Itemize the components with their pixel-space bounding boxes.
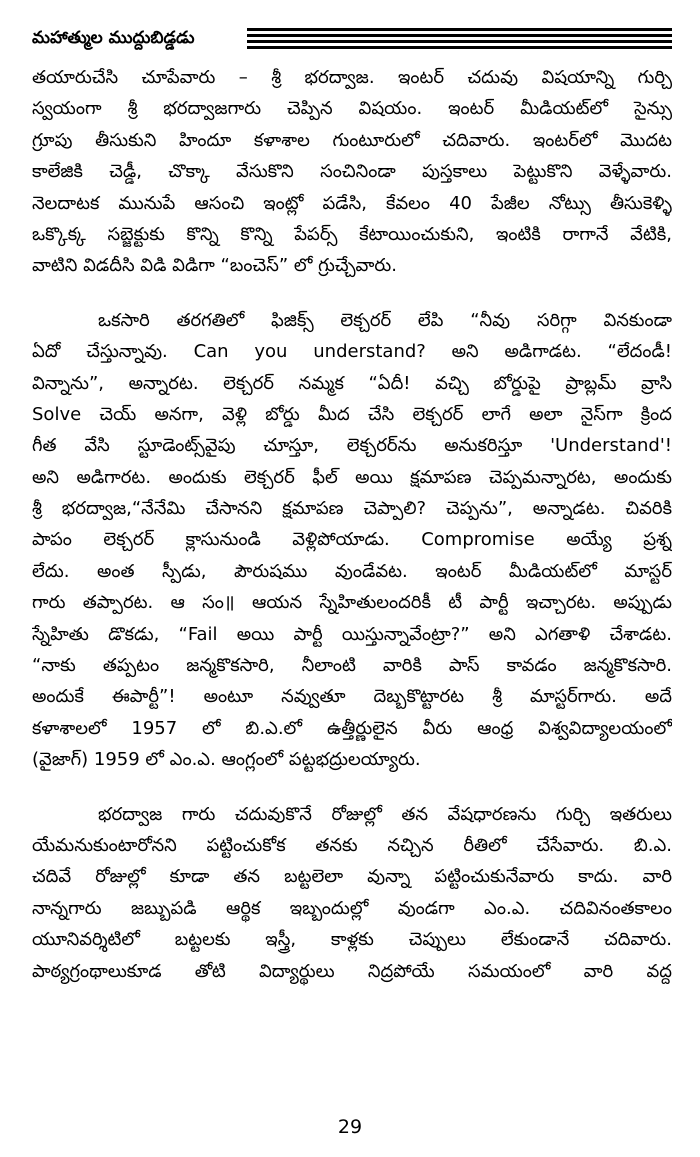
text-line: లేదు. అంత స్పీడు, పౌరుషము వుండేవట. ఇంటర్ మీడియట్‌లో మాస్టర్: [32, 560, 672, 582]
text-line: కళాశాలలో 1957 లో బి.ఎ.లో ఉత్తీర్ణులైన వీరు ఆంధ్ర విశ్వవిద్యాలయంలో: [32, 717, 672, 739]
text-line: ఏదో చేస్తున్నావు. Can you understand? అని అడిగాడట. “లేదండీ!: [32, 341, 672, 363]
paragraph-2: [32, 305, 672, 776]
text-line: స్వయంగా శ్రీ భరద్వాజగారు చెప్పిన విషయం. ఇంటర్ మీడియట్‌లో సైన్సు: [32, 98, 672, 120]
text-line: ఒకసారి తరగతిలో ఫిజిక్స్ లెక్చరర్ లేపి “నీవు సరిగ్గా వినకుండా: [98, 309, 672, 331]
text-line: వాటిని విడదీసి విడి విడిగా “బంచెస్” లో గ్రుచ్చేవారు.: [32, 255, 397, 277]
header-rule: [247, 40, 672, 43]
text-line: పాపం లెక్చరర్ క్లాసునుండి వెళ్లిపోయాడు. Compromise అయ్యే ప్రశ్న: [32, 529, 672, 551]
body-text: [32, 62, 672, 987]
header-rule: [247, 28, 672, 31]
header-rules: [247, 28, 672, 52]
text-line: పాఠ్యగ్రంథాలుకూడ తోటి విద్యార్థులు నిద్రపోయే సమయంలో వారి వద్ద: [32, 960, 672, 982]
text-line: అందుకే ఈపార్టీ”! అంటూ నవ్వుతూ దెబ్బకొట్టారట శ్రీ మాస్టర్‌గారు. అదే: [32, 686, 672, 708]
text-line: భరద్వాజ గారు చదువుకొనే రోజుల్లో తన వేషధారణను గుర్చి ఇతరులు: [98, 803, 672, 825]
text-line: చదివే రోజుల్లో కూడా తన బట్టలెలా వున్నా పట్టించుకునేవారు కాదు. వారి: [32, 866, 672, 888]
text-line: Solve చెయ్ అనగా, వెళ్లి బోర్డు మీద చేసి లెక్చరర్ లాగే అలా నైస్‌గా క్రింద: [32, 403, 672, 425]
header-rule: [247, 46, 672, 49]
text-line: శ్రీ భరద్వాజ,“నేనేమి చేసానని క్షమాపణ చెప్పాలి? చెప్పను”, అన్నాడట. చివరికి: [32, 498, 672, 520]
text-line: గ్రూపు తీసుకుని హిందూ కళాశాల గుంటూరులో చదివారు. ఇంటర్‌లో మొదట: [32, 129, 672, 151]
text-line: గారు తప్పారట. ఆ సం॥ ఆయన స్నేహితులందరికీ టీ పార్టీ ఇచ్చారట. అప్పుడు: [32, 592, 672, 614]
text-line: యూనివర్శిటిలో బట్టలకు ఇస్త్రీ, కాళ్లకు చెప్పులు లేకుండానే చదివారు.: [32, 929, 672, 951]
text-line: విన్నాను”, అన్నారట. లెక్చరర్ నమ్మక “ఏదీ! వచ్చి బోర్డుపై ప్రాబ్లమ్ వ్రాసి: [32, 372, 672, 394]
text-line: “నాకు తప్పటం జన్మకొకసారి, నీలాంటి వారికి పాస్ కావడం జన్మకొకసారి.: [32, 655, 672, 677]
text-line: గీత వేసి స్టూడెంట్స్‌వైపు చూస్తూ, లెక్చరర్‌ను అనుకరిస్తూ 'Understand'!: [32, 435, 672, 457]
text-line: నాన్నగారు జబ్బుపడి ఆర్థిక ఇబ్బందుల్లో వుండగా ఎం.ఎ. చదివినంతకాలం: [32, 897, 672, 919]
text-line: స్నేహితు డొకడు, “Fail అయి పార్టీ యిస్తున్నావేంట్రా?” అని ఎగతాళి చేశాడట.: [32, 623, 672, 645]
text-line: అని అడిగారట. అందుకు లెక్చరర్ ఫీల్ అయి క్షమాపణ చెప్పమన్నారట, అందుకు: [32, 466, 672, 488]
paragraph-1: [32, 62, 672, 282]
running-header: [32, 26, 672, 60]
paragraph-3: [32, 799, 672, 987]
text-line: (వైజాగ్) 1959 లో ఎం.ఎ. ఆంగ్లంలో పట్టభద్రులయ్యారు.: [32, 749, 421, 771]
text-line: తయారుచేసి చూపేవారు – శ్రీ భరద్వాజ. ఇంటర్ చదువు విషయాన్ని గుర్చి: [32, 67, 672, 88]
header-rule: [247, 34, 672, 37]
header-title: మహాత్ముల ముద్దుబిడ్డడు: [32, 28, 195, 48]
text-line: కాలేజికి చెడ్డీ, చొక్కా వేసుకొని సంచినిండా పుస్తకాలు పెట్టుకొని వెళ్ళేవారు.: [32, 161, 672, 183]
text-line: నెలదాటక మునుపే ఆసంచి ఇంట్లో పడేసి, కేవలం 40 పేజీల నోట్సు తీసుకెళ్ళి: [32, 192, 672, 214]
text-line: యేమనుకుంటారోనని పట్టించుకోక తనకు నచ్చిన రీతిలో చేసేవారు. బి.ఎ.: [32, 834, 672, 856]
text-line: ఒక్కొక్క సబ్జెక్టుకు కొన్ని కొన్ని పేపర్స్ కేటాయించుకుని, ఇంటికి రాగానే వేటికి,: [32, 223, 672, 245]
page-number: 29: [337, 1116, 363, 1138]
